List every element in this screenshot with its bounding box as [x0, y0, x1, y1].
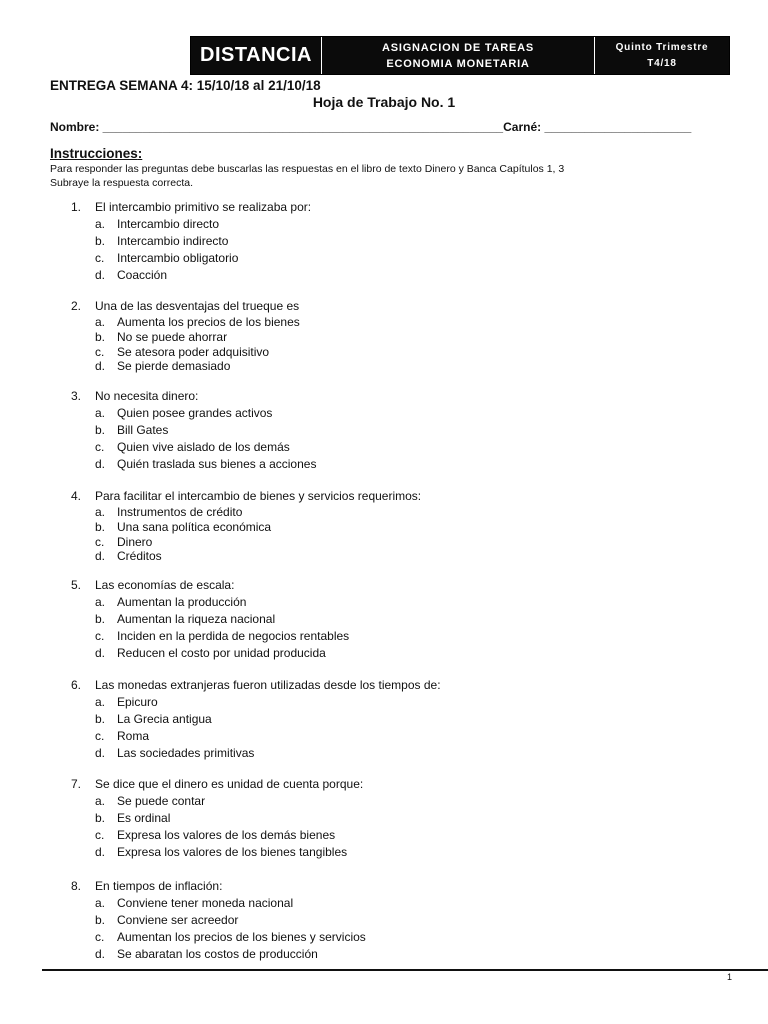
option-a	[71, 405, 711, 422]
question-2	[71, 298, 711, 374]
option-letter: b.	[95, 234, 106, 248]
instructions-heading	[50, 146, 142, 161]
option-text: Expresa los valores de los bienes tangibles	[117, 845, 348, 859]
option-b	[71, 810, 711, 827]
question-7	[71, 776, 711, 861]
question-number: 2.	[71, 299, 82, 313]
instructions-colon: :	[137, 146, 143, 161]
option-letter: b.	[95, 811, 106, 825]
question-text: Las economías de escala:	[95, 578, 235, 592]
option-letter: c.	[95, 251, 105, 265]
option-c	[71, 345, 711, 360]
option-b	[71, 330, 711, 345]
option-b	[71, 422, 711, 439]
option-letter: b.	[95, 329, 106, 344]
name-id-field: Nombre: ____________________________________________________________Carné: ______________________	[50, 120, 692, 134]
option-text: No se puede ahorrar	[117, 329, 228, 344]
option-text: Se abaratan los costos de producción	[117, 947, 318, 961]
option-c	[71, 827, 711, 844]
question-text: En tiempos de inflación:	[95, 879, 223, 893]
option-letter: d.	[95, 268, 106, 282]
option-text: Aumentan la producción	[117, 595, 247, 609]
mode-label: DISTANCIA	[191, 37, 322, 74]
option-letter: c.	[95, 729, 105, 743]
option-d	[71, 745, 711, 762]
option-letter: d.	[95, 549, 106, 564]
delivery-week: ENTREGA SEMANA 4: 15/10/18 al 21/10/18	[50, 78, 321, 93]
option-text: Quién traslada sus bienes a acciones	[117, 457, 317, 471]
question-text: Las monedas extranjeras fueron utilizadas desde los tiempos de:	[95, 678, 441, 692]
option-letter: d.	[95, 947, 106, 961]
option-d	[71, 456, 711, 473]
option-d	[71, 359, 711, 374]
option-b	[71, 711, 711, 728]
option-letter: b.	[95, 423, 106, 437]
option-text: Quien posee grandes activos	[117, 406, 273, 420]
option-letter: c.	[95, 344, 105, 359]
option-letter: c.	[95, 828, 105, 842]
term-label	[595, 37, 729, 74]
option-d	[71, 844, 711, 861]
option-letter: a.	[95, 794, 106, 808]
option-d	[71, 549, 711, 564]
footer-rule	[42, 969, 768, 971]
option-c	[71, 728, 711, 745]
option-text: Instrumentos de crédito	[117, 505, 243, 519]
option-text: Aumenta los precios de los bienes	[117, 315, 300, 329]
question-3	[71, 388, 711, 473]
option-letter: c.	[95, 534, 105, 549]
option-text: Expresa los valores de los demás bienes	[117, 828, 336, 842]
question-number: 5.	[71, 578, 82, 592]
instructions-line1: Para responder las preguntas debe buscarlas las respuestas en el libro de texto Dinero y Banca Capítulos 1, 3	[50, 163, 565, 175]
option-text: Intercambio directo	[117, 217, 220, 231]
option-text: Coacción	[117, 268, 168, 282]
option-letter: a.	[95, 315, 106, 329]
question-number: 4.	[71, 489, 82, 503]
option-b	[71, 611, 711, 628]
option-text: Roma	[117, 729, 150, 743]
instructions-title: Instrucciones	[50, 146, 138, 161]
question-number: 8.	[71, 879, 82, 893]
option-letter: a.	[95, 505, 106, 519]
option-b	[71, 520, 711, 535]
question-6	[71, 677, 711, 762]
option-letter: d.	[95, 457, 106, 471]
option-text: Intercambio obligatorio	[117, 251, 239, 265]
option-letter: b.	[95, 913, 106, 927]
option-d	[71, 946, 711, 963]
option-letter: a.	[95, 896, 106, 910]
option-text: Quien vive aislado de los demás	[117, 440, 290, 454]
option-a	[71, 594, 711, 611]
term-line1: Quinto Trimestre	[615, 41, 709, 53]
option-letter: a.	[95, 595, 106, 609]
option-c	[71, 250, 711, 267]
option-text: Reducen el costo por unidad producida	[117, 646, 326, 660]
option-a	[71, 315, 711, 330]
question-8	[71, 878, 711, 963]
header-bar	[190, 36, 730, 75]
option-letter: a.	[95, 406, 106, 420]
question-text: No necesita dinero:	[95, 389, 199, 403]
option-text: Una sana política económica	[117, 519, 272, 534]
option-b	[71, 912, 711, 929]
page-number: 1	[727, 972, 733, 982]
option-letter: c.	[95, 930, 105, 944]
course-title-line1: ASIGNACION DE TAREAS	[381, 41, 535, 54]
instructions-text	[50, 163, 564, 190]
question-5	[71, 577, 711, 662]
option-a	[71, 895, 711, 912]
course-title-line2: ECONOMIA MONETARIA	[386, 57, 530, 70]
question-text: El intercambio primitivo se realizaba por:	[95, 200, 312, 214]
option-letter: a.	[95, 695, 106, 709]
option-b	[71, 233, 711, 250]
option-letter: d.	[95, 646, 106, 660]
option-text: Las sociedades primitivas	[117, 746, 255, 760]
option-text: Créditos	[117, 549, 162, 564]
question-4	[71, 488, 711, 564]
option-letter: a.	[95, 217, 106, 231]
option-letter: b.	[95, 519, 106, 534]
option-letter: d.	[95, 359, 106, 374]
option-letter: c.	[95, 440, 105, 454]
question-number: 1.	[71, 200, 82, 214]
option-d	[71, 645, 711, 662]
option-text: Se puede contar	[117, 794, 206, 808]
worksheet-title: Hoja de Trabajo No. 1	[312, 94, 456, 110]
option-text: Se pierde demasiado	[117, 359, 231, 374]
course-title	[322, 37, 595, 74]
question-1	[71, 199, 711, 284]
option-letter: d.	[95, 845, 106, 859]
option-text: Aumentan los precios de los bienes y servicios	[117, 930, 366, 944]
question-text: Se dice que el dinero es unidad de cuenta porque:	[95, 777, 364, 791]
option-d	[71, 267, 711, 284]
option-text: Es ordinal	[117, 811, 171, 825]
instructions-line2: Subraye la respuesta correcta.	[50, 176, 193, 189]
term-line2: T4/18	[647, 57, 677, 69]
option-letter: b.	[95, 612, 106, 626]
question-number: 3.	[71, 389, 82, 403]
option-text: Dinero	[117, 534, 153, 549]
option-c	[71, 439, 711, 456]
question-text: Una de las desventajas del trueque es	[95, 299, 300, 313]
option-letter: b.	[95, 712, 106, 726]
option-a	[71, 793, 711, 810]
option-c	[71, 535, 711, 550]
option-text: Bill Gates	[117, 423, 169, 437]
option-text: Se atesora poder adquisitivo	[117, 344, 270, 359]
question-number: 6.	[71, 678, 82, 692]
option-letter: c.	[95, 629, 105, 643]
option-text: Intercambio indirecto	[117, 234, 229, 248]
option-a	[71, 694, 711, 711]
option-letter: d.	[95, 746, 106, 760]
option-text: Inciden en la perdida de negocios rentables	[117, 629, 350, 643]
option-text: Aumentan la riqueza nacional	[117, 612, 276, 626]
option-c	[71, 929, 711, 946]
option-a	[71, 505, 711, 520]
question-text: Para facilitar el intercambio de bienes y servicios requerimos:	[95, 489, 422, 503]
option-c	[71, 628, 711, 645]
option-a	[71, 216, 711, 233]
option-text: La Grecia antigua	[117, 712, 212, 726]
option-text: Conviene tener moneda nacional	[117, 896, 294, 910]
question-number: 7.	[71, 777, 82, 791]
option-text: Conviene ser acreedor	[117, 913, 239, 927]
option-text: Epicuro	[117, 695, 158, 709]
